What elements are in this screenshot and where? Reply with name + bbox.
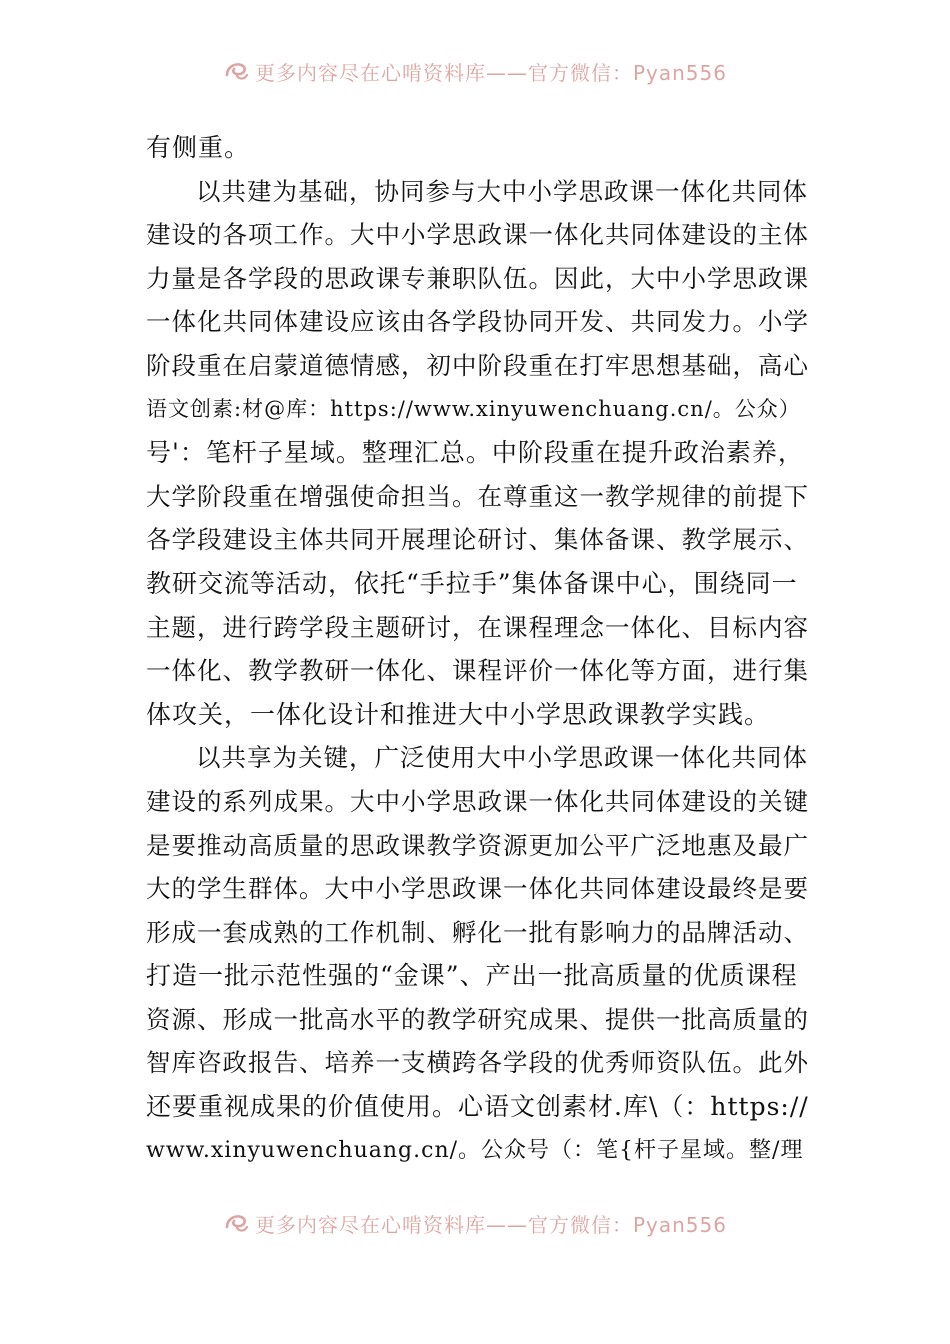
text-line: www.xinyuwenchuang.cn/。公众号（：笔{杆子星域。整/理: [146, 1137, 804, 1163]
text-line: 体攻关，一体化设计和推进大中小学思政课教学实践。: [146, 699, 771, 729]
text-line: 形成一套成熟的工作机制、孵化一批有影响力的品牌活动、: [146, 917, 809, 947]
footer-watermark: [0, 1206, 950, 1240]
text-line: 还要重视成果的价值使用。心语文创素材.库\（：https://: [146, 1092, 809, 1122]
text-line: 阶段重在启蒙道德情感，初中阶段重在打牢思想基础，高心: [146, 350, 809, 380]
text-line: 教研交流等活动，依托“手拉手”集体备课中心，围绕同一: [146, 568, 798, 598]
text-line: 主题，进行跨学段主题研讨，在课程理念一体化、目标内容: [146, 612, 809, 642]
text-line: 语文创素:材@库：https://www.xinyuwenchuang.cn/。公众）: [146, 396, 801, 421]
text-line: 各学段建设主体共同开展理论研讨、集体备课、教学展示、: [146, 525, 809, 555]
text-line: 大学阶段重在增强使命担当。在尊重这一教学规律的前提下: [146, 481, 809, 511]
text-line: 以共建为基础，协同参与大中小学思政课一体化共同体: [196, 176, 808, 206]
logo-icon: [223, 1210, 249, 1236]
text-line: 是要推动高质量的思政课教学资源更加公平广泛地惠及最广: [146, 830, 809, 860]
footer-watermark-text: 更多内容尽在心啃资料库——官方微信：Pyan556: [254, 1212, 727, 1237]
text-line: 有侧重。: [146, 133, 251, 162]
text-line: 一体化共同体建设应该由各学段协同开发、共同发力。小学: [146, 307, 809, 337]
text-line: 智库咨政报告、培养一支横跨各学段的优秀师资队伍。此外: [146, 1048, 809, 1078]
document-body: [146, 126, 810, 1172]
logo-icon: [223, 58, 249, 84]
text-line: 建设的各项工作。大中小学思政课一体化共同体建设的主体: [146, 220, 809, 250]
header-watermark-text: 更多内容尽在心啃资料库——官方微信：Pyan556: [254, 60, 727, 85]
header-watermark: [0, 54, 950, 88]
text-line: 以共享为关键，广泛使用大中小学思政课一体化共同体: [196, 743, 808, 773]
text-line: 号'：笔杆子星域。整理汇总。中阶段重在提升政治素养，: [146, 438, 804, 468]
text-line: 一体化、教学教研一体化、课程评价一体化等方面，进行集: [146, 656, 809, 686]
text-line: 打造一批示范性强的“金课”、产出一批高质量的优质课程: [146, 961, 798, 991]
text-line: 力量是各学段的思政课专兼职队伍。因此，大中小学思政课: [146, 263, 809, 293]
text-line: 建设的系列成果。大中小学思政课一体化共同体建设的关键: [146, 786, 809, 816]
text-line: 资源、形成一批高水平的教学研究成果、提供一批高质量的: [146, 1004, 809, 1034]
text-line: 大的学生群体。大中小学思政课一体化共同体建设最终是要: [146, 874, 809, 904]
